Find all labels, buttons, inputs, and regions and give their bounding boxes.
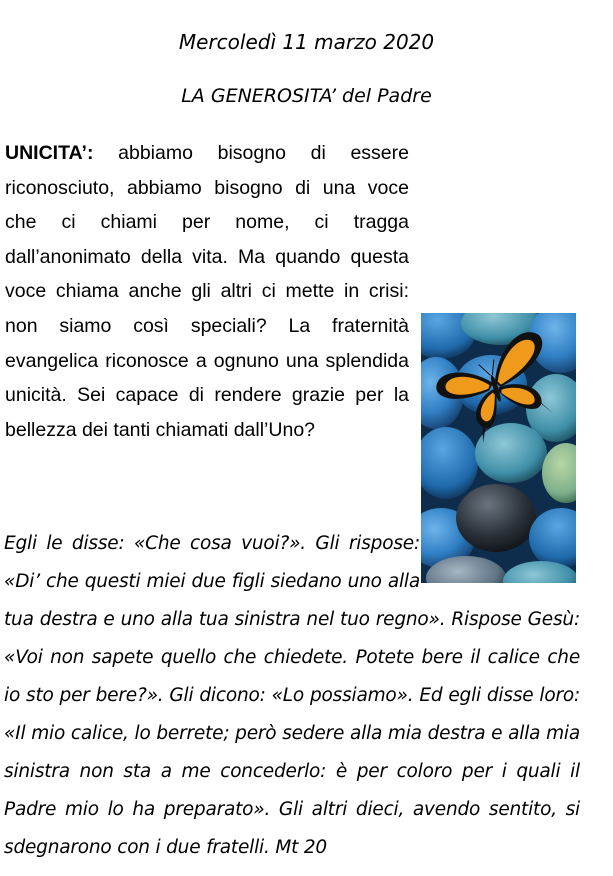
reflection-text: abbiamo bisogno di essere riconosciuto, abbiamo bisogno di una voce che ci chiami per nome, ci tragga dall’anonimato della vita. Ma quando questa voce chiama anche gli altri ci mette in crisi: non siamo così speciali? La fraternità evangelica riconosce a ognuno una splendida unicità. Sei capace di rendere grazie per la bellezza dei tanti chiamati dall’Uno? (5, 142, 409, 441)
gospel-text: Egli le disse: «Che cosa vuoi?». Gli rispose: «Di’ che questi miei due figli siedano uno alla tua destra e uno alla tua sinistra nel tuo regno». Rispose Gesù: «Voi non sapete quello che chiedete. Potete bere il calice che io sto per bere?». Gli dicono: «Lo possiamo». Ed egli disse loro: «Il mio calice, lo berrete; però sedere alla mia destra e alla mia sinistra non sta a me concederlo: è per coloro per i quali il Padre mio lo ha preparato». Gli altri dieci, avendo sentito, si sdegnarono con i due fratelli. Mt 20 (4, 533, 580, 858)
reflection-lead: UNICITA’: (5, 142, 94, 164)
image-float-spacer (420, 525, 580, 585)
gospel-paragraph (4, 525, 580, 867)
page-title: LA GENEROSITA’ del Padre (181, 85, 432, 107)
page-date: Mercoledì 11 marzo 2020 (178, 30, 435, 54)
